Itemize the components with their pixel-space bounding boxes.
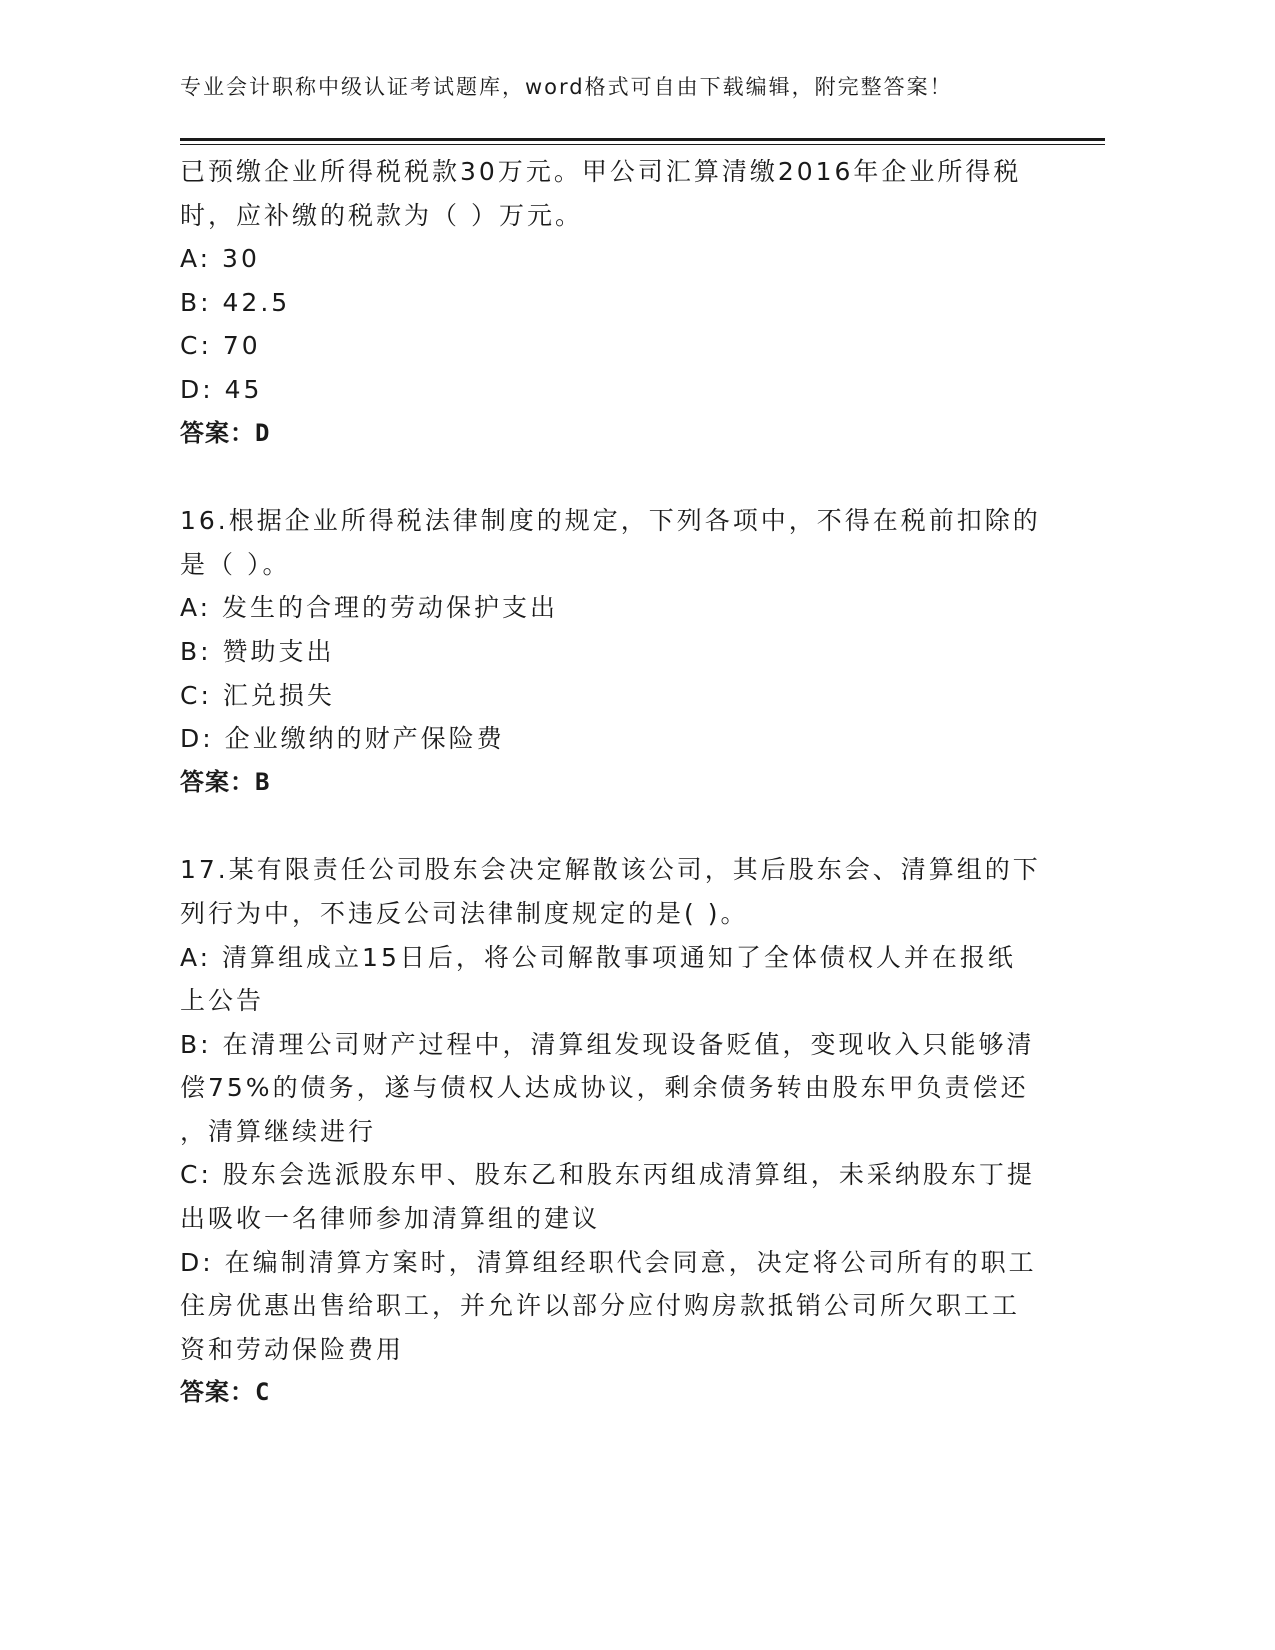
question-stem-line: 17.某有限责任公司股东会决定解散该公司，其后股东会、清算组的下 bbox=[180, 855, 1041, 885]
option-d-continued: 住房优惠出售给职工，并允许以部分应付购房款抵销公司所欠职工工 bbox=[180, 1291, 1021, 1321]
option-d: D: 45 bbox=[180, 374, 263, 404]
question-stem-line: 列行为中，不违反公司法律制度规定的是( )。 bbox=[180, 898, 749, 928]
option-b-continued: ，清算继续进行 bbox=[180, 1116, 377, 1146]
header-rule-thick bbox=[180, 138, 1105, 141]
option-a: A: 发生的合理的劳动保护支出 bbox=[180, 593, 559, 623]
header-rule-thin bbox=[180, 144, 1105, 145]
answer-label: 答案：D bbox=[180, 418, 271, 447]
option-a-continued: 上公告 bbox=[180, 986, 265, 1016]
option-b-continued: 偿75%的债务，遂与债权人达成协议，剩余债务转由股东甲负责偿还 bbox=[180, 1073, 1029, 1103]
question-stem-line: 已预缴企业所得税税款30万元。甲公司汇算清缴2016年企业所得税 bbox=[180, 157, 1022, 186]
option-b: B: 42.5 bbox=[180, 287, 291, 317]
option-d: D: 在编制清算方案时，清算组经职代会同意，决定将公司所有的职工 bbox=[180, 1247, 1037, 1277]
question-17 bbox=[180, 848, 1080, 1415]
question-stem-line: 是（ ）。 bbox=[180, 549, 291, 579]
option-d: D: 企业缴纳的财产保险费 bbox=[180, 724, 505, 754]
option-c: C: 股东会选派股东甲、股东乙和股东丙组成清算组，未采纳股东丁提 bbox=[180, 1160, 1035, 1190]
option-c: C: 70 bbox=[180, 331, 261, 361]
question-15 bbox=[180, 150, 1080, 455]
question-16 bbox=[180, 499, 1080, 804]
option-a: A: 清算组成立15日后，将公司解散事项通知了全体债权人并在报纸 bbox=[180, 942, 1016, 972]
option-b: B: 赞助支出 bbox=[180, 636, 335, 666]
answer-label: 答案：B bbox=[180, 767, 271, 796]
question-stem-line: 16.根据企业所得税法律制度的规定，下列各项中，不得在税前扣除的 bbox=[180, 506, 1041, 536]
answer-label: 答案：C bbox=[180, 1378, 271, 1407]
option-c-continued: 出吸收一名律师参加清算组的建议 bbox=[180, 1204, 601, 1234]
document-body bbox=[180, 150, 1080, 1415]
spacer bbox=[180, 455, 1080, 499]
option-c: C: 汇兑损失 bbox=[180, 680, 335, 710]
option-a: A: 30 bbox=[180, 244, 260, 274]
option-d-continued: 资和劳动保险费用 bbox=[180, 1334, 405, 1364]
page-header: 专业会计职称中级认证考试题库，word格式可自由下载编辑，附完整答案！ bbox=[180, 75, 953, 99]
spacer bbox=[180, 804, 1080, 848]
question-stem-line: 时，应补缴的税款为（ ）万元。 bbox=[180, 200, 583, 230]
option-b: B: 在清理公司财产过程中，清算组发现设备贬值，变现收入只能够清 bbox=[180, 1029, 1035, 1059]
